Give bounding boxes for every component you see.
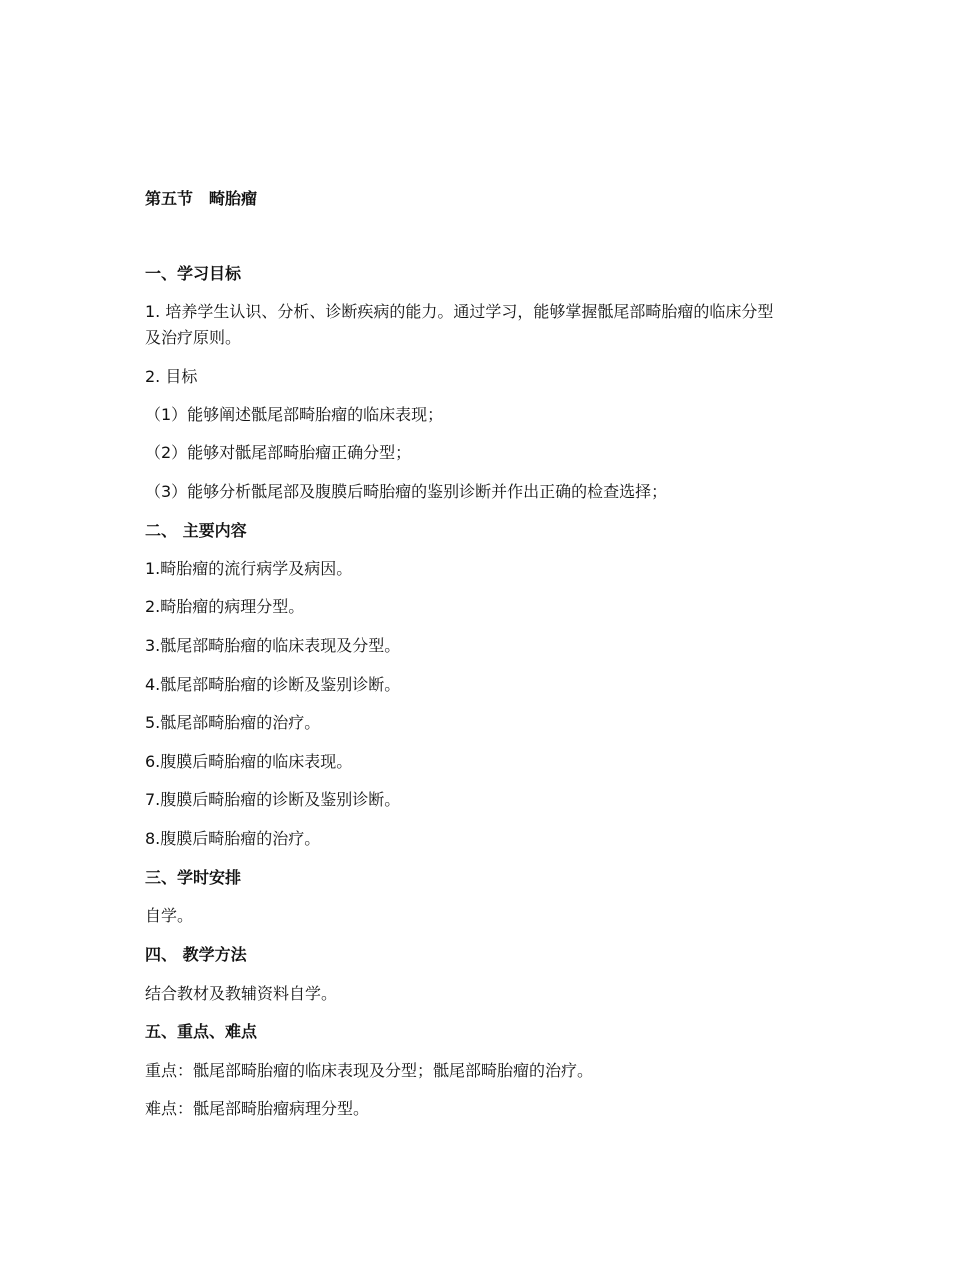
objective-2-item: （1）能够阐述骶尾部畸胎瘤的临床表现； xyxy=(145,405,444,424)
heading-key-difficult-points: 五、重点、难点 xyxy=(145,1022,258,1041)
objective-2: 2. 目标 xyxy=(145,367,198,386)
schedule-text: 自学。 xyxy=(145,906,194,925)
content-item: 1.畸胎瘤的流行病学及病因。 xyxy=(145,559,353,578)
content-item: 7.腹膜后畸胎瘤的诊断及鉴别诊断。 xyxy=(145,790,401,809)
heading-learning-objectives: 一、学习目标 xyxy=(145,264,242,283)
heading-teaching-method: 四、 教学方法 xyxy=(145,945,247,964)
difficulties-text: 难点：骶尾部畸胎瘤病理分型。 xyxy=(145,1099,370,1118)
objective-1-line-1: 1. 培养学生认识、分析、诊断疾病的能力。通过学习，能够掌握骶尾部畸胎瘤的临床分型 xyxy=(145,302,774,321)
content-item: 6.腹膜后畸胎瘤的临床表现。 xyxy=(145,752,353,771)
section-title: 第五节 畸胎瘤 xyxy=(145,189,258,208)
content-item: 2.畸胎瘤的病理分型。 xyxy=(145,597,305,616)
objective-2-item: （3）能够分析骶尾部及腹膜后畸胎瘤的鉴别诊断并作出正确的检查选择； xyxy=(145,482,668,501)
objective-2-item: （2）能够对骶尾部畸胎瘤正确分型； xyxy=(145,443,412,462)
content-item: 3.骶尾部畸胎瘤的临床表现及分型。 xyxy=(145,636,401,655)
heading-schedule: 三、学时安排 xyxy=(145,868,242,887)
teaching-method-text: 结合教材及教辅资料自学。 xyxy=(145,984,338,1003)
heading-main-content: 二、 主要内容 xyxy=(145,521,247,540)
objective-1-line-2: 及治疗原则。 xyxy=(145,328,242,347)
content-item: 4.骶尾部畸胎瘤的诊断及鉴别诊断。 xyxy=(145,675,401,694)
key-points-text: 重点：骶尾部畸胎瘤的临床表现及分型；骶尾部畸胎瘤的治疗。 xyxy=(145,1061,594,1080)
content-item: 8.腹膜后畸胎瘤的治疗。 xyxy=(145,829,321,848)
content-item: 5.骶尾部畸胎瘤的治疗。 xyxy=(145,713,321,732)
